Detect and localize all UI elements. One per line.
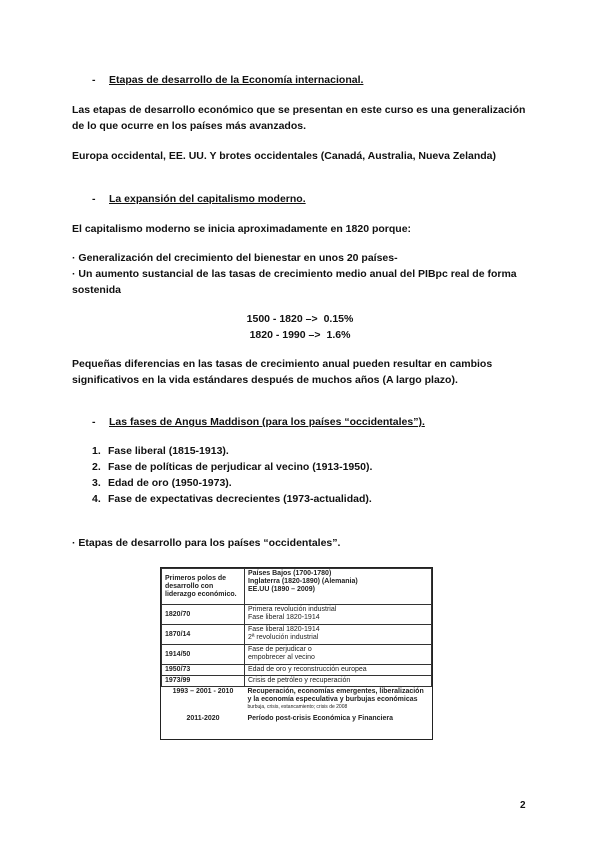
rate-line-1 xyxy=(0,311,600,327)
table-header-right: Países Bajos (1700-1780) Inglaterra (1820-1890) (Alemania) EE.UU (1890 – 2009) xyxy=(245,569,432,605)
paragraph-countries: Europa occidental, EE. UU. Y brotes occidentales (Canadá, Australia, Nueva Zelanda) xyxy=(72,150,497,162)
rate-value-2: 1.6% xyxy=(326,329,351,341)
list-item: 2. Fase de políticas de perjudicar al vecino (1913-1950). xyxy=(92,461,373,473)
rate-value-1: 0.15% xyxy=(323,313,354,325)
table-row: 2011-2020 Período post-crisis Económica y Financiera xyxy=(186,715,393,722)
table-row xyxy=(162,569,432,605)
rate-period-2: 1820 - 1990 –> xyxy=(249,329,321,341)
heading-etapas: - Etapas de desarrollo de la Economía internacional. xyxy=(92,74,364,86)
rate-line-2 xyxy=(0,327,600,343)
maddison-list xyxy=(92,443,512,507)
paragraph-capitalismo: El capitalismo moderno se inicia aproximadamente en 1820 porque: xyxy=(72,223,412,235)
heading-maddison-text: Las fases de Angus Maddison (para los países “occidentales”). xyxy=(109,416,425,428)
table-row: 1870/14 Fase liberal 1820-1914 2ª revolución industrial xyxy=(162,625,432,645)
bullet-2: · Un aumento sustancial de las tasas de crecimiento medio anual del PIBpc real de forma sostenida xyxy=(72,268,517,296)
heading-etapas-text: Etapas de desarrollo de la Economía internacional. xyxy=(109,74,364,86)
list-item: 3. Edad de oro (1950-1973). xyxy=(92,477,232,489)
table-row: 1820/70 Primera revolución industrial Fase liberal 1820-1914 xyxy=(162,605,432,625)
heading-maddison: - Las fases de Angus Maddison (para los países “occidentales”). xyxy=(92,416,425,428)
heading-expansion: - La expansión del capitalismo moderno. xyxy=(92,193,306,205)
heading-expansion-text: La expansión del capitalismo moderno. xyxy=(109,193,306,205)
page-number: 2 xyxy=(520,800,526,811)
table-row: 1950/73 Edad de oro y reconstrucción europea xyxy=(162,665,432,676)
bullet-1: · Generalización del crecimiento del bienestar en unos 20 países- xyxy=(72,252,398,264)
paragraph-etapas: Las etapas de desarrollo económico que se presentan en este curso es una generalización de lo que ocurre en los países más avanzados. xyxy=(72,104,526,132)
paragraph-conclusion: Pequeñas diferencias en las tasas de crecimiento anual pueden resultar en cambios significativos en la vida estándares después de muchos años (A largo plazo). xyxy=(72,358,493,386)
rate-period-1: 1500 - 1820 –> xyxy=(246,313,318,325)
table-row: 1914/50 Fase de perjudicar o empobrecer al vecino xyxy=(162,645,432,665)
stages-table xyxy=(160,567,433,740)
heading-etapas-occidentales: · Etapas de desarrollo para los países “occidentales”. xyxy=(72,537,341,549)
list-item: 1. Fase liberal (1815-1913). xyxy=(92,445,229,457)
table-row: 1973/99 Crisis de petróleo y recuperación xyxy=(162,676,432,687)
table-row: 1993 – 2001 - 2010 Recuperación, economías emergentes, liberalización y la economía especulativa y burbujas económicas burbuja, crisis, estancamiento; crisis de 2008 xyxy=(172,688,424,710)
list-item: 4. Fase de expectativas decrecientes (1973-actualidad). xyxy=(92,493,372,505)
table-header-left: Primeros polos de desarrollo con liderazgo económico. xyxy=(162,569,245,605)
